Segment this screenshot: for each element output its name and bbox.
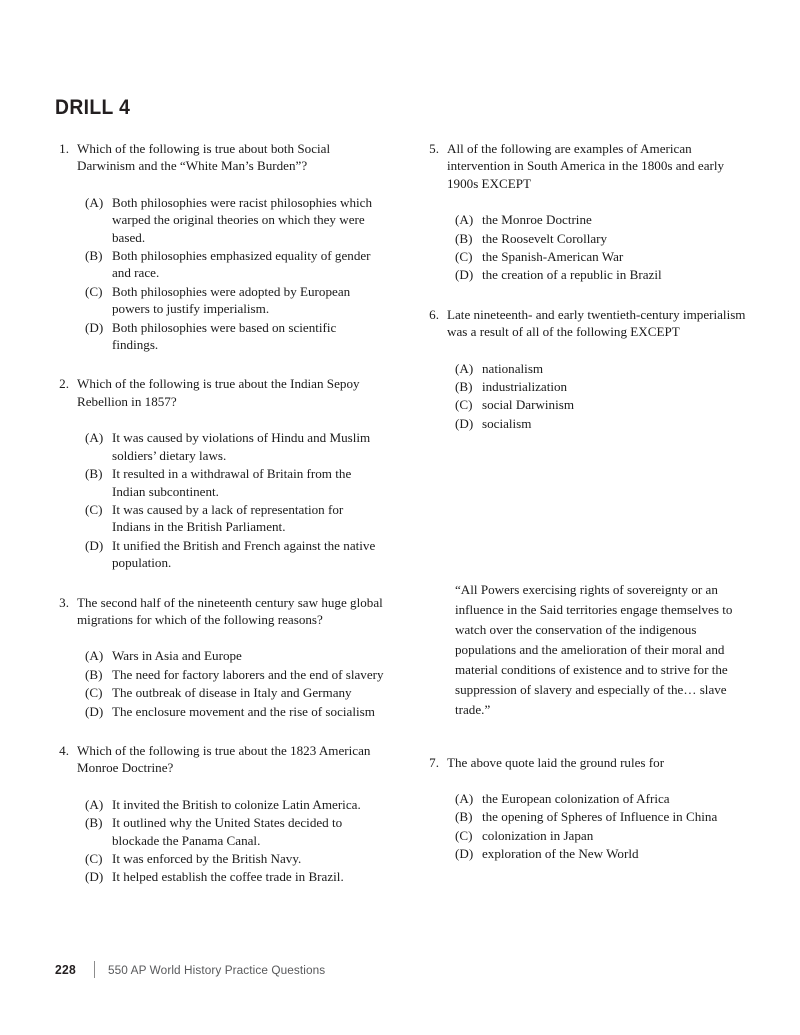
answer-choice-text: social Darwinism [482, 397, 575, 413]
question-text: The above quote laid the ground rules for [447, 754, 665, 770]
answer-choice-letter: (C) [85, 851, 103, 866]
answer-choice-letter: (A) [85, 430, 104, 446]
answer-choice-text: Both philosophies were racist philosophies which warped the original theories on which they were based. [112, 194, 373, 245]
answer-choice-letter: (C) [85, 283, 103, 299]
answer-choice[interactable] [85, 501, 385, 536]
answer-choice-text: It was caused by a lack of representation for Indians in the British Parliament. [112, 501, 344, 535]
answer-choice-text: The need for factory laborers and the end of slavery [112, 666, 384, 682]
answer-choice-text: nationalism [482, 360, 544, 376]
question-text: Which of the following is true about the 1823 American Monroe Doctrine? [77, 742, 371, 776]
question-text: Which of the following is true about both Social Darwinism and the “White Man’s Burden”? [77, 141, 331, 174]
answer-choice[interactable] [455, 415, 755, 432]
answer-choice-letter: (A) [455, 212, 474, 228]
answer-choice[interactable] [85, 194, 385, 246]
question-block [55, 140, 385, 353]
answer-choice[interactable] [85, 703, 385, 720]
answer-choice-text: Both philosophies were based on scientific findings. [112, 319, 337, 353]
question-block [425, 754, 755, 863]
answer-choice-letter: (D) [85, 869, 104, 885]
answer-choice-letter: (B) [455, 230, 473, 246]
left-column [55, 140, 385, 908]
answer-choice[interactable] [85, 868, 385, 885]
question-stem [55, 742, 385, 777]
answer-choice-text: the Spanish-American War [482, 249, 624, 265]
question-number: 4. [59, 742, 69, 758]
answer-choice-letter: (B) [85, 248, 103, 264]
answer-choice-text: Both philosophies were adopted by European powers to justify imperialism. [112, 283, 351, 317]
answer-choice[interactable] [85, 537, 385, 572]
question-block [425, 306, 755, 432]
answer-choice-list [55, 194, 385, 354]
answer-choice-letter: (C) [455, 249, 473, 265]
answer-choice-text: It outlined why the United States decided to blockade the Panama Canal. [112, 815, 343, 848]
question-block [55, 594, 385, 720]
question-number: 3. [59, 594, 69, 610]
answer-choice-letter: (C) [455, 827, 473, 843]
answer-choice[interactable] [85, 247, 385, 282]
answer-choice-text: Wars in Asia and Europe [112, 648, 242, 664]
right-column [425, 140, 755, 908]
answer-choice-letter: (B) [85, 666, 103, 682]
answer-choice-letter: (D) [85, 319, 104, 335]
page-title: DRILL 4 [55, 96, 131, 119]
answer-choice-letter: (B) [455, 809, 473, 825]
answer-choice[interactable] [455, 211, 755, 228]
answer-choice-list [425, 360, 755, 433]
answer-choice[interactable] [85, 814, 385, 849]
question-number: 2. [59, 376, 69, 392]
answer-choice-text: exploration of the New World [482, 846, 639, 862]
answer-choice[interactable] [455, 808, 755, 825]
answer-choice-text: It resulted in a withdrawal of Britain from the Indian subcontinent. [112, 466, 352, 499]
answer-choice[interactable] [455, 230, 755, 247]
answer-choice-list [425, 790, 755, 863]
question-block [55, 375, 385, 571]
answer-choice[interactable] [85, 796, 385, 813]
question-block [55, 742, 385, 886]
answer-choice[interactable] [85, 666, 385, 683]
question-text: Late nineteenth- and early twentieth-century imperialism was a result of all of the following EXCEPT [447, 306, 746, 340]
answer-choice-letter: (A) [85, 194, 104, 210]
answer-choice-letter: (C) [85, 501, 103, 517]
answer-choice[interactable] [455, 266, 755, 283]
page-footer [55, 961, 336, 978]
answer-choice-text: It was enforced by the British Navy. [112, 851, 302, 866]
answer-choice-letter: (D) [455, 415, 474, 431]
answer-choice-letter: (B) [85, 815, 103, 831]
answer-choice-text: the Monroe Doctrine [482, 212, 592, 228]
question-number: 1. [59, 141, 69, 156]
answer-choice[interactable] [455, 248, 755, 265]
footer-book-title: 550 AP World History Practice Questions [107, 962, 325, 977]
question-stem [425, 140, 755, 192]
answer-choice-letter: (D) [455, 267, 474, 283]
answer-choice[interactable] [85, 684, 385, 701]
two-column-body [55, 140, 755, 908]
answer-choice[interactable] [85, 319, 385, 354]
answer-choice-letter: (D) [455, 846, 474, 862]
answer-choice-letter: (A) [455, 360, 474, 376]
answer-choice-text: It was caused by violations of Hindu and Muslim soldiers’ dietary laws. [112, 430, 371, 463]
answer-choice-text: Both philosophies emphasized equality of gender and race. [112, 248, 371, 281]
question-text: The second half of the nineteenth century saw huge global migrations for which of the following reasons? [77, 594, 383, 627]
answer-choice-text: It unified the British and French against the native population. [112, 537, 376, 571]
answer-choice-letter: (D) [85, 703, 104, 719]
question-text: Which of the following is true about the Indian Sepoy Rebellion in 1857? [77, 376, 360, 409]
answer-choice[interactable] [85, 647, 385, 664]
answer-choice-text: It helped establish the coffee trade in Brazil. [112, 869, 344, 885]
answer-choice[interactable] [85, 465, 385, 500]
answer-choice-text: the European colonization of Africa [482, 790, 670, 806]
answer-choice-text: the Roosevelt Corollary [482, 230, 608, 246]
answer-choice-letter: (B) [455, 379, 473, 395]
question-number: 7. [429, 754, 439, 770]
answer-choice[interactable] [85, 283, 385, 318]
question-stem [425, 306, 755, 341]
footer-divider [94, 961, 95, 978]
answer-choice-text: the creation of a republic in Brazil [482, 267, 662, 283]
answer-choice[interactable] [455, 827, 755, 844]
question-stem [55, 140, 385, 175]
answer-choice[interactable] [455, 360, 755, 377]
answer-choice[interactable] [85, 850, 385, 867]
question-stem [55, 375, 385, 410]
answer-choice[interactable] [85, 429, 385, 464]
answer-choice-letter: (B) [85, 466, 103, 482]
question-block [425, 140, 755, 284]
answer-choice-list [55, 429, 385, 571]
answer-choice-text: industrialization [482, 379, 568, 395]
source-quote-passage: “All Powers exercising rights of sovereignty or an influence in the Said territories engage themselves to watch over the conservation of the indigenous populations and the amelioration of their moral and material conditions of existence and to strive for the suppression of slavery and especially of the… slave trade.” [455, 582, 733, 717]
answer-choice-text: the opening of Spheres of Influence in China [482, 809, 718, 825]
answer-choice-list [425, 211, 755, 284]
question-text: All of the following are examples of American intervention in South America in the 1800s and early 1900s EXCEPT [447, 141, 725, 191]
answer-choice-letter: (C) [455, 397, 473, 413]
answer-choice-list [55, 647, 385, 720]
answer-choice[interactable] [455, 790, 755, 807]
question-number: 5. [429, 141, 439, 156]
column-spacer [425, 454, 755, 550]
answer-choice-letter: (A) [85, 796, 104, 812]
footer-page-number: 228 [55, 962, 77, 977]
answer-choice[interactable] [455, 396, 755, 413]
answer-choice-text: colonization in Japan [482, 827, 594, 843]
answer-choice-list [55, 796, 385, 886]
answer-choice-text: The outbreak of disease in Italy and Germany [112, 685, 352, 701]
question-number: 6. [429, 306, 439, 322]
answer-choice-letter: (A) [85, 648, 104, 664]
answer-choice[interactable] [455, 845, 755, 862]
answer-choice-text: It invited the British to colonize Latin America. [112, 796, 361, 812]
answer-choice[interactable] [455, 378, 755, 395]
question-stem [55, 594, 385, 629]
answer-choice-text: socialism [482, 415, 532, 431]
answer-choice-text: The enclosure movement and the rise of socialism [112, 703, 375, 719]
answer-choice-letter: (A) [455, 790, 474, 806]
answer-choice-letter: (D) [85, 537, 104, 553]
question-stem [425, 754, 755, 771]
answer-choice-letter: (C) [85, 685, 103, 701]
